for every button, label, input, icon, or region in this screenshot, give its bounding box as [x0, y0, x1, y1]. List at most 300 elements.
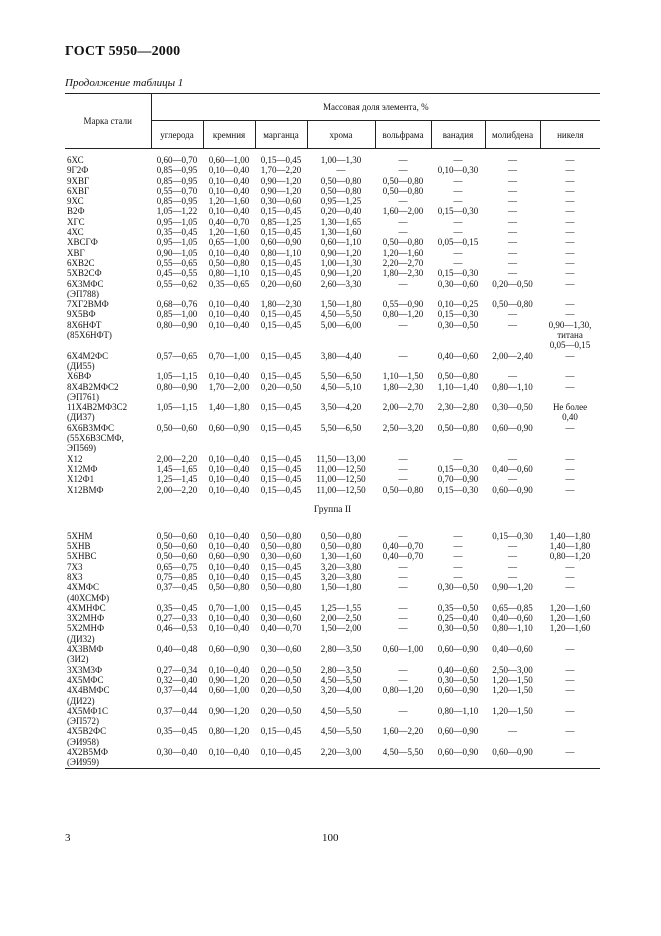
table-row — [65, 706, 600, 727]
table-row — [65, 665, 600, 675]
composition-cell: 0,30—0,60 — [260, 613, 302, 624]
composition-cell: 1,30—1,65 — [320, 216, 362, 227]
composition-cell: — — [453, 551, 463, 562]
composition-cell: — — [508, 185, 517, 196]
steel-grade-cell: 7Х3 — [67, 561, 83, 572]
composition-cell: 1,05—1,22 — [156, 206, 198, 217]
table-row — [65, 726, 600, 747]
composition-cell: — — [565, 175, 575, 186]
composition-cell: — — [508, 227, 517, 238]
composition-cell: 11,00—12,50 — [316, 484, 366, 495]
group-ii-title: Группа II — [313, 504, 352, 515]
composition-cell: — — [398, 602, 408, 613]
composition-cell: 0,50—0,80 — [260, 541, 302, 552]
composition-cell: 1,20—1,60 — [549, 613, 591, 624]
composition-cell: Не более 0,40 — [552, 402, 588, 423]
composition-cell: — — [398, 561, 408, 572]
composition-cell: 4,50—5,50 — [320, 309, 362, 320]
steel-grade-cell: 5ХНВС — [67, 551, 97, 562]
steel-grade-cell: 9Г2Ф — [67, 165, 89, 176]
composition-cell: — — [508, 175, 517, 186]
composition-cell: 0,10—0,25 — [437, 299, 479, 310]
composition-cell: 0,50—0,80 — [320, 175, 362, 186]
composition-cell: 1,20—1,60 — [382, 247, 424, 258]
composition-cell: 0,70—1,00 — [208, 602, 250, 613]
composition-cell: 0,80—1,10 — [492, 381, 533, 392]
composition-cell: 1,00—1,30 — [320, 257, 362, 268]
composition-cell: 0,80—1,10 — [260, 247, 302, 258]
composition-cell: 0,50—0,80 — [260, 530, 302, 541]
composition-cell: 0,15—0,45 — [260, 206, 302, 217]
composition-cell: — — [508, 196, 517, 207]
steel-grade-cell: Х12МФ — [67, 463, 98, 474]
composition-cell: 0,15—0,45 — [260, 402, 302, 413]
composition-cell: — — [453, 541, 463, 552]
composition-cell: — — [565, 206, 575, 217]
composition-cell: 2,00—2,20 — [156, 453, 198, 464]
composition-cell: 0,60—0,90 — [437, 644, 479, 655]
composition-cell: — — [508, 561, 517, 572]
steel-grade-cell: ХВГ — [67, 247, 85, 258]
composition-cell: 5,00—6,00 — [320, 319, 362, 330]
composition-cell: 0,90—1,20 — [260, 185, 302, 196]
table-row — [65, 371, 600, 381]
table-row — [65, 485, 600, 495]
table-row — [65, 551, 600, 561]
steel-grade-cell: 8Х4В2МФС2 (ЭП761) — [67, 381, 119, 402]
composition-cell: — — [453, 453, 463, 464]
composition-cell: 0,40—0,48 — [156, 644, 198, 655]
composition-cell: 0,10—0,40 — [208, 561, 250, 572]
composition-cell: 0,50—0,80 — [492, 299, 533, 310]
composition-cell: 1,40—1,80 — [208, 402, 250, 413]
composition-cell: 0,05—0,15 — [437, 237, 479, 248]
composition-cell: 0,50—0,80 — [260, 582, 302, 593]
composition-cell: 0,40—0,70 — [382, 541, 424, 552]
composition-cell: 1,10—1,50 — [382, 371, 424, 382]
composition-cell: — — [398, 216, 408, 227]
table-row — [65, 309, 600, 319]
composition-cell: 0,20—0,50 — [260, 685, 302, 696]
composition-cell: — — [565, 299, 575, 310]
table-row — [65, 186, 600, 196]
composition-cell: — — [398, 453, 408, 464]
composition-cell: — — [508, 165, 517, 176]
table-row — [65, 227, 600, 237]
element-header-tungsten: вольфрама — [375, 121, 431, 149]
composition-cell: 0,80—1,20 — [382, 685, 424, 696]
table-row — [65, 464, 600, 474]
composition-cell: 0,15—0,45 — [260, 453, 302, 464]
steel-grade-cell: 9ХВГ — [67, 175, 90, 186]
composition-cell: — — [453, 155, 463, 165]
composition-cell: 0,50—0,60 — [156, 541, 198, 552]
composition-cell: — — [453, 257, 463, 268]
table-row — [65, 613, 600, 623]
composition-cell: 0,80—1,20 — [382, 309, 424, 320]
steel-grade-cell: 6Х4М2ФС (ДИ55) — [67, 350, 109, 371]
composition-cell: — — [453, 196, 463, 207]
composition-cell: — — [565, 705, 575, 716]
composition-cell: 0,60—0,90 — [492, 484, 533, 495]
composition-cell: 0,10—0,30 — [437, 165, 479, 176]
composition-cell: — — [336, 165, 346, 176]
steel-grade-cell: 4Х4ВМФС (ДИ22) — [67, 685, 110, 706]
composition-cell: 2,80—3,50 — [320, 664, 362, 675]
composition-cell: 0,20—0,50 — [260, 381, 302, 392]
page-number-center: 100 — [322, 832, 339, 844]
steel-grade-cell: 5ХВ2СФ — [67, 268, 102, 279]
steel-grade-cell: 8Х6НФТ (85Х6НФТ) — [67, 319, 112, 341]
composition-cell: 0,40—0,60 — [492, 613, 533, 624]
mass-fraction-header: Массовая доля элемента, % — [151, 94, 600, 121]
steel-grade-cell: 3Х3М3Ф — [67, 664, 103, 675]
composition-cell: 1,05—1,15 — [156, 371, 198, 382]
composition-cell: 0,15—0,45 — [260, 484, 302, 495]
steel-grade-cell: 4Х2В5МФ (ЭИ959) — [67, 747, 108, 768]
composition-cell: 0,55—0,62 — [156, 278, 198, 289]
document-code: ГОСТ 5950—2000 — [65, 44, 181, 59]
table-row — [65, 155, 600, 165]
composition-cell: 2,00—2,20 — [156, 484, 198, 495]
composition-cell: 0,10—0,40 — [208, 530, 250, 541]
steel-grade-cell: 7ХГ2ВМФ — [67, 299, 109, 310]
element-header-vanadium: ванадия — [431, 121, 485, 149]
composition-cell: 0,37—0,44 — [156, 705, 198, 716]
steel-grade-cell: 4ХМФС (40ХСМФ) — [67, 582, 110, 603]
composition-cell: 0,37—0,44 — [156, 685, 198, 696]
composition-cell: 0,90—1,20 — [320, 247, 362, 258]
composition-cell: 0,20—0,50 — [492, 278, 533, 289]
table-row — [65, 279, 600, 300]
steel-grade-cell: ХВСГФ — [67, 237, 98, 248]
composition-cell: 0,65—0,75 — [156, 561, 198, 572]
composition-cell: 2,50—3,00 — [492, 664, 533, 675]
composition-cell: — — [453, 561, 463, 572]
composition-cell: 0,15—0,30 — [437, 206, 479, 217]
composition-cell: 0,45—0,55 — [156, 268, 198, 279]
element-header-carbon: углерода — [151, 121, 203, 149]
table-row — [65, 351, 600, 372]
table-row — [65, 206, 600, 216]
steel-grade-cell: 9Х5ВФ — [67, 309, 96, 320]
steel-grade-cell: В2Ф — [67, 206, 85, 217]
composition-cell: — — [398, 674, 408, 685]
composition-cell: 0,30—0,50 — [437, 582, 479, 593]
composition-cell: 0,80—1,20 — [208, 726, 250, 737]
composition-cell: 0,50—0,80 — [437, 422, 479, 433]
composition-cell: — — [565, 571, 575, 582]
steel-grade-cell: 3Х2МНФ — [67, 613, 105, 624]
composition-cell: 11,00—12,50 — [316, 474, 366, 485]
composition-cell: 0,15—0,45 — [260, 571, 302, 582]
composition-cell: 0,50—0,80 — [320, 185, 362, 196]
composition-cell: 2,00—2,70 — [382, 402, 424, 413]
composition-cell: 1,20—1,50 — [492, 685, 533, 696]
composition-cell: 0,60—1,00 — [382, 644, 424, 655]
grade-column-header: Марка стали — [65, 94, 151, 149]
composition-cell: — — [565, 196, 575, 207]
composition-cell: 2,00—2,50 — [320, 613, 362, 624]
composition-cell: 0,20—0,40 — [320, 206, 362, 217]
composition-cell: — — [508, 726, 517, 737]
composition-cell: — — [398, 474, 408, 485]
composition-cell: 0,15—0,30 — [492, 530, 533, 541]
composition-cell: 0,15—0,45 — [260, 602, 302, 613]
composition-cell: 3,80—4,40 — [320, 350, 362, 361]
composition-cell: 1,20—1,60 — [208, 196, 250, 207]
composition-cell: 0,15—0,45 — [260, 350, 302, 361]
composition-cell: — — [453, 247, 463, 258]
composition-cell: 0,50—0,80 — [320, 530, 362, 541]
table-row — [65, 603, 600, 613]
composition-cell: 0,50—0,80 — [208, 257, 250, 268]
composition-cell: — — [565, 216, 575, 227]
composition-cell: 5,50—6,50 — [320, 371, 362, 382]
composition-cell: 0,60—0,90 — [492, 747, 533, 758]
composition-cell: — — [398, 571, 408, 582]
composition-cell: 0,60—0,90 — [260, 237, 302, 248]
composition-cell: 0,10—0,40 — [208, 474, 250, 485]
composition-cell: 0,95—1,05 — [156, 216, 198, 227]
composition-cell: 0,40—0,60 — [492, 644, 533, 655]
composition-cell: 0,65—1,00 — [208, 237, 250, 248]
element-header-manganese: марганца — [255, 121, 307, 149]
composition-cell: — — [398, 623, 408, 634]
composition-cell: 0,15—0,30 — [437, 309, 479, 320]
composition-cell: — — [508, 551, 517, 562]
steel-grade-cell: 5ХНВ — [67, 541, 91, 552]
composition-cell: 0,10—0,40 — [208, 299, 250, 310]
composition-cell: 1,25—1,45 — [156, 474, 198, 485]
steel-grade-cell: 9ХС — [67, 196, 84, 207]
composition-cell: 1,50—2,00 — [320, 623, 362, 634]
composition-cell: 0,50—0,80 — [382, 185, 424, 196]
steel-grade-cell: Х12Ф1 — [67, 474, 95, 485]
table-continuation-caption: Продолжение таблицы 1 — [65, 77, 184, 89]
composition-cell: 0,15—0,30 — [437, 463, 479, 474]
composition-cell: — — [565, 350, 575, 361]
composition-cell: 2,20—3,00 — [320, 747, 362, 758]
composition-cell: 2,00—2,40 — [492, 350, 533, 361]
composition-cell: 0,15—0,45 — [260, 474, 302, 485]
steel-grade-cell: Х6ВФ — [67, 371, 92, 382]
element-header-molybdenum: молибдена — [485, 121, 540, 149]
composition-cell: 0,90—1,20 — [208, 705, 250, 716]
composition-cell: — — [565, 381, 575, 392]
composition-cell: 0,95—1,25 — [320, 196, 362, 207]
table-row — [65, 196, 600, 206]
composition-cell: — — [565, 422, 575, 433]
composition-cell: 0,90—1,05 — [156, 247, 198, 258]
composition-cell: — — [508, 155, 517, 165]
composition-cell: 1,40—1,80 — [549, 530, 591, 541]
composition-cell: 0,80—1,10 — [437, 705, 479, 716]
composition-cell: 0,90—1,20 — [320, 268, 362, 279]
composition-cell: — — [398, 319, 408, 330]
composition-cell: — — [565, 185, 575, 196]
composition-cell: 0,10—0,40 — [208, 453, 250, 464]
composition-cell: — — [508, 216, 517, 227]
composition-cell: 0,35—0,50 — [437, 602, 479, 613]
element-header-chromium: хрома — [307, 121, 375, 149]
composition-cell: 0,30—0,60 — [260, 196, 302, 207]
composition-cell: 0,85—1,25 — [260, 216, 302, 227]
composition-cell: 0,50—0,80 — [382, 175, 424, 186]
composition-cell: 1,80—2,30 — [382, 268, 424, 279]
composition-cell: 1,30—1,60 — [320, 227, 362, 238]
composition-cell: — — [565, 747, 575, 758]
composition-cell: 0,60—0,90 — [208, 644, 250, 655]
composition-cell: — — [565, 237, 575, 248]
steel-grade-cell: 8Х3 — [67, 571, 83, 582]
composition-cell: 1,10—1,40 — [437, 381, 479, 392]
composition-cell: 0,10—0,40 — [208, 484, 250, 495]
composition-cell: 0,10—0,40 — [208, 247, 250, 258]
composition-cell: 3,50—4,20 — [320, 402, 362, 413]
table-row — [65, 644, 600, 665]
composition-cell: 0,46—0,53 — [156, 623, 198, 634]
composition-cell: 0,60—0,90 — [208, 551, 250, 562]
composition-cell: 2,80—3,50 — [320, 644, 362, 655]
composition-cell: 0,15—0,45 — [260, 268, 302, 279]
composition-cell: 0,20—0,50 — [260, 664, 302, 675]
composition-cell: 0,60—1,10 — [320, 237, 362, 248]
composition-cell: — — [565, 664, 575, 675]
composition-cell: 0,10—0,40 — [208, 319, 250, 330]
composition-cell: — — [398, 705, 408, 716]
composition-cell: — — [453, 216, 463, 227]
composition-cell: 0,60—0,90 — [437, 747, 479, 758]
composition-cell: — — [398, 227, 408, 238]
composition-cell: 0,10—0,40 — [208, 541, 250, 552]
composition-cell: 0,30—0,50 — [437, 674, 479, 685]
composition-cell: 0,50—0,60 — [156, 551, 198, 562]
group-ii-rows — [65, 531, 600, 768]
table-row — [65, 176, 600, 186]
composition-cell: 0,15—0,45 — [260, 561, 302, 572]
composition-cell: 0,60—0,90 — [437, 726, 479, 737]
composition-cell: 1,45—1,65 — [156, 463, 198, 474]
table-row — [65, 572, 600, 582]
steel-grade-cell: 4ХМНФС — [67, 602, 106, 613]
composition-cell: 0,40—0,70 — [382, 551, 424, 562]
composition-cell: 0,30—0,60 — [260, 644, 302, 655]
composition-cell: 0,85—0,95 — [156, 165, 198, 176]
composition-cell: 0,20—0,50 — [260, 705, 302, 716]
table-row — [65, 562, 600, 572]
composition-cell: 0,15—0,45 — [260, 422, 302, 433]
composition-cell: 4,50—5,50 — [382, 747, 424, 758]
composition-cell: 2,30—2,80 — [437, 402, 479, 413]
composition-cell: 0,50—0,80 — [208, 582, 250, 593]
composition-cell: 1,20—1,60 — [208, 227, 250, 238]
composition-cell: — — [565, 582, 575, 593]
composition-cell: 0,40—0,60 — [437, 350, 479, 361]
composition-cell: — — [398, 463, 408, 474]
composition-cell: — — [565, 685, 575, 696]
composition-cell: 0,85—0,95 — [156, 196, 198, 207]
composition-cell: — — [398, 582, 408, 593]
composition-cell: 0,50—0,60 — [156, 422, 198, 433]
composition-cell: 1,70—2,20 — [260, 165, 302, 176]
composition-cell: 0,55—0,90 — [382, 299, 424, 310]
composition-cell: — — [453, 185, 463, 196]
table-row — [65, 423, 600, 454]
table-row — [65, 402, 600, 423]
composition-cell: — — [565, 644, 575, 655]
steel-grade-cell: 11Х4В2МФ3С2 (ДИ37) — [67, 402, 128, 423]
composition-cell: 2,50—3,20 — [382, 422, 424, 433]
composition-cell: 0,15—0,45 — [260, 726, 302, 737]
composition-cell: 1,40—1,80 — [549, 541, 591, 552]
composition-cell: — — [398, 350, 408, 361]
composition-cell: — — [398, 165, 408, 176]
composition-cell: 0,30—0,50 — [437, 319, 479, 330]
composition-cell: 0,15—0,45 — [260, 463, 302, 474]
composition-cell: — — [565, 247, 575, 258]
table-row — [65, 299, 600, 309]
table-row — [65, 531, 600, 541]
composition-cell: 1,50—1,80 — [320, 582, 362, 593]
composition-cell: 0,10—0,40 — [208, 309, 250, 320]
table-row — [65, 454, 600, 464]
composition-cell: 0,90—1,20 — [260, 175, 302, 186]
composition-cell: — — [508, 309, 517, 320]
composition-cell: 0,15—0,45 — [260, 371, 302, 382]
composition-cell: — — [508, 571, 517, 582]
composition-cell: 0,40—0,70 — [260, 623, 302, 634]
composition-cell: 1,80—2,30 — [382, 381, 424, 392]
composition-cell: — — [398, 664, 408, 675]
composition-cell: 0,70—1,00 — [208, 350, 250, 361]
composition-cell: — — [398, 278, 408, 289]
composition-cell: — — [565, 371, 575, 382]
composition-cell: — — [508, 237, 517, 248]
composition-cell: 0,35—0,45 — [156, 227, 198, 238]
composition-cell: 0,85—0,95 — [156, 175, 198, 186]
composition-cell: 1,60—2,20 — [382, 726, 424, 737]
composition-cell: 0,50—0,80 — [437, 371, 479, 382]
composition-cell: 0,10—0,40 — [208, 747, 250, 758]
composition-cell: 1,25—1,55 — [320, 602, 362, 613]
table-row — [65, 747, 600, 768]
table-row — [65, 675, 600, 685]
steel-grade-cell: 5ХНМ — [67, 530, 93, 541]
composition-cell: 1,60—2,00 — [382, 206, 424, 217]
composition-cell: — — [398, 155, 408, 165]
table-row — [65, 165, 600, 175]
composition-cell: 1,00—1,30 — [320, 155, 362, 165]
table-row — [65, 320, 600, 351]
composition-cell: — — [508, 247, 517, 258]
table-row — [65, 474, 600, 484]
steel-grade-cell: 6ХВГ — [67, 185, 90, 196]
composition-cell: — — [565, 268, 575, 279]
composition-cell: 0,57—0,65 — [156, 350, 198, 361]
composition-cell: 0,55—0,65 — [156, 257, 198, 268]
composition-cell: 1,20—1,50 — [492, 674, 533, 685]
composition-cell: 0,15—0,45 — [260, 319, 302, 330]
composition-cell: 0,15—0,45 — [260, 257, 302, 268]
composition-cell: 0,35—0,65 — [208, 278, 250, 289]
element-header-nickel: никеля — [540, 121, 600, 149]
composition-cell: — — [453, 227, 463, 238]
composition-cell: — — [565, 257, 575, 268]
composition-cell: — — [565, 463, 575, 474]
composition-cell: 1,20—1,60 — [549, 602, 591, 613]
composition-cell: 0,60—1,00 — [208, 685, 250, 696]
